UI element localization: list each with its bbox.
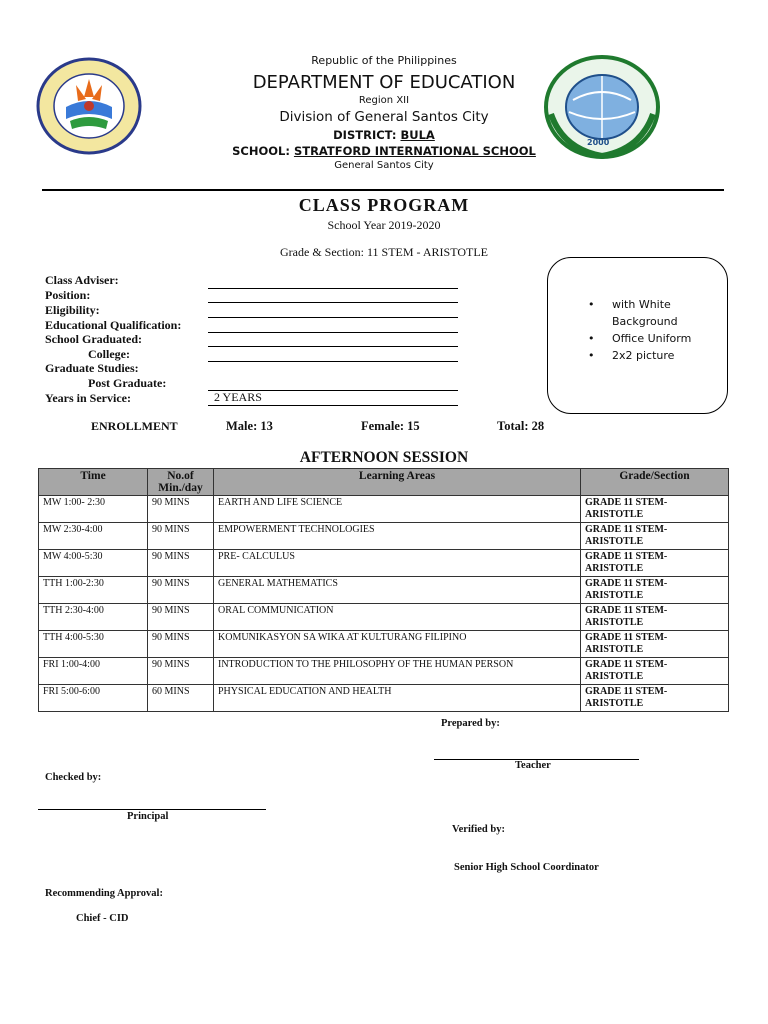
cell-time: MW 4:00-5:30: [39, 550, 148, 577]
header-minutes: No.of Min./day: [148, 469, 214, 496]
class-program-title: CLASS PROGRAM: [298, 195, 470, 215]
field-line-college: [208, 361, 458, 362]
header-divider: [42, 189, 724, 191]
table-row: [39, 685, 729, 712]
cell-mins: 90 MINS: [148, 631, 214, 658]
cell-area: EARTH AND LIFE SCIENCE: [214, 496, 581, 523]
verified-by-label: Verified by:: [452, 824, 505, 835]
enrollment-male: Male: 13: [226, 419, 273, 433]
table-header-row: [39, 469, 729, 496]
cell-time: FRI 5:00-6:00: [39, 685, 148, 712]
field-label-position: Position:: [45, 288, 91, 302]
city-line: General Santos City: [334, 160, 434, 171]
recommending-approval-label: Recommending Approval:: [45, 888, 163, 899]
principal-signature-line: [38, 809, 266, 810]
field-label-graduate-studies: Graduate Studies:: [45, 361, 139, 375]
school-label: SCHOOL:: [232, 144, 290, 158]
cell-area: KOMUNIKASYON SA WIKA AT KULTURANG FILIPINO: [214, 631, 581, 658]
chief-cid-label: Chief - CID: [76, 913, 129, 924]
field-label-college: College:: [88, 347, 130, 361]
school-value: STRATFORD INTERNATIONAL SCHOOL: [293, 144, 536, 158]
field-label-school-graduated: School Graduated:: [45, 332, 143, 346]
field-line-position: [208, 302, 458, 303]
division-line: Division of General Santos City: [279, 109, 489, 125]
enrollment-total: Total: 28: [497, 419, 545, 433]
cell-time: MW 2:30-4:00: [39, 523, 148, 550]
grade-section: Grade & Section: 11 STEM - ARISTOTLE: [280, 245, 488, 259]
cell-time: TTH 1:00-2:30: [39, 577, 148, 604]
cell-mins: 90 MINS: [148, 658, 214, 685]
bullet: •: [588, 298, 595, 311]
bullet: •: [588, 332, 595, 345]
field-line-education: [208, 332, 458, 333]
district-line: [0, 128, 768, 142]
field-line-years-service: [208, 405, 458, 406]
school-year: School Year 2019-2020: [327, 218, 441, 232]
enrollment-female: Female: 15: [361, 419, 420, 433]
table-row: [39, 550, 729, 577]
class-program-table: [38, 468, 729, 712]
photo-placeholder-box: [547, 257, 728, 414]
cell-area: PHYSICAL EDUCATION AND HEALTH: [214, 685, 581, 712]
department-title: DEPARTMENT OF EDUCATION: [252, 72, 516, 93]
field-label-years-service: Years in Service:: [45, 391, 131, 405]
cell-grade: GRADE 11 STEM-ARISTOTLE: [581, 658, 729, 685]
cell-mins: 90 MINS: [148, 577, 214, 604]
cell-grade: GRADE 11 STEM-ARISTOTLE: [581, 523, 729, 550]
table-row: [39, 604, 729, 631]
header-time: Time: [39, 469, 148, 496]
seal-year: 2000: [587, 138, 610, 147]
field-line-eligibility: [208, 317, 458, 318]
prepared-by-label: Prepared by:: [441, 718, 500, 729]
session-title: AFTERNOON SESSION: [299, 449, 469, 466]
table-row: [39, 577, 729, 604]
cell-grade: GRADE 11 STEM-ARISTOTLE: [581, 550, 729, 577]
cell-mins: 60 MINS: [148, 685, 214, 712]
coordinator-label: Senior High School Coordinator: [454, 862, 599, 873]
bullet: •: [588, 349, 595, 362]
field-line-adviser: [208, 288, 458, 289]
field-label-adviser: Class Adviser:: [45, 273, 119, 287]
cell-time: TTH 4:00-5:30: [39, 631, 148, 658]
photo-requirement: • with White Background: [588, 298, 678, 328]
header-learning-areas: Learning Areas: [214, 469, 581, 496]
field-label-post-graduate: Post Graduate:: [88, 376, 167, 390]
cell-mins: 90 MINS: [148, 523, 214, 550]
cell-mins: 90 MINS: [148, 550, 214, 577]
cell-time: FRI 1:00-4:00: [39, 658, 148, 685]
cell-mins: 90 MINS: [148, 496, 214, 523]
cell-area: EMPOWERMENT TECHNOLOGIES: [214, 523, 581, 550]
cell-time: TTH 2:30-4:00: [39, 604, 148, 631]
district-label: DISTRICT:: [333, 128, 397, 142]
table-row: [39, 523, 729, 550]
field-line-school-graduated: [208, 346, 458, 347]
checked-by-label: Checked by:: [45, 772, 102, 783]
cell-area: GENERAL MATHEMATICS: [214, 577, 581, 604]
field-label-education: Educational Qualification:: [45, 318, 182, 332]
cell-grade: GRADE 11 STEM-ARISTOTLE: [581, 496, 729, 523]
field-label-eligibility: Eligibility:: [45, 303, 100, 317]
cell-grade: GRADE 11 STEM-ARISTOTLE: [581, 577, 729, 604]
cell-grade: GRADE 11 STEM-ARISTOTLE: [581, 631, 729, 658]
district-value: BULA: [400, 128, 435, 142]
cell-area: ORAL COMMUNICATION: [214, 604, 581, 631]
table-row: [39, 496, 729, 523]
table-row: [39, 631, 729, 658]
cell-area: PRE- CALCULUS: [214, 550, 581, 577]
principal-label: Principal: [127, 811, 169, 822]
photo-requirement: • Office Uniform: [588, 332, 692, 345]
header-grade-section: Grade/Section: [581, 469, 729, 496]
cell-time: MW 1:00- 2:30: [39, 496, 148, 523]
enrollment-label: ENROLLMENT: [91, 419, 178, 433]
photo-requirement: • 2x2 picture: [588, 349, 675, 362]
cell-grade: GRADE 11 STEM-ARISTOTLE: [581, 685, 729, 712]
cell-mins: 90 MINS: [148, 604, 214, 631]
years-service-value: 2 YEARS: [214, 390, 262, 404]
republic-line: Republic of the Philippines: [311, 54, 457, 67]
teacher-label: Teacher: [515, 760, 551, 771]
school-line: [0, 144, 768, 158]
table-row: [39, 658, 729, 685]
cell-grade: GRADE 11 STEM-ARISTOTLE: [581, 604, 729, 631]
cell-area: INTRODUCTION TO THE PHILOSOPHY OF THE HUMAN PERSON: [214, 658, 581, 685]
region-line: Region XII: [358, 95, 410, 106]
